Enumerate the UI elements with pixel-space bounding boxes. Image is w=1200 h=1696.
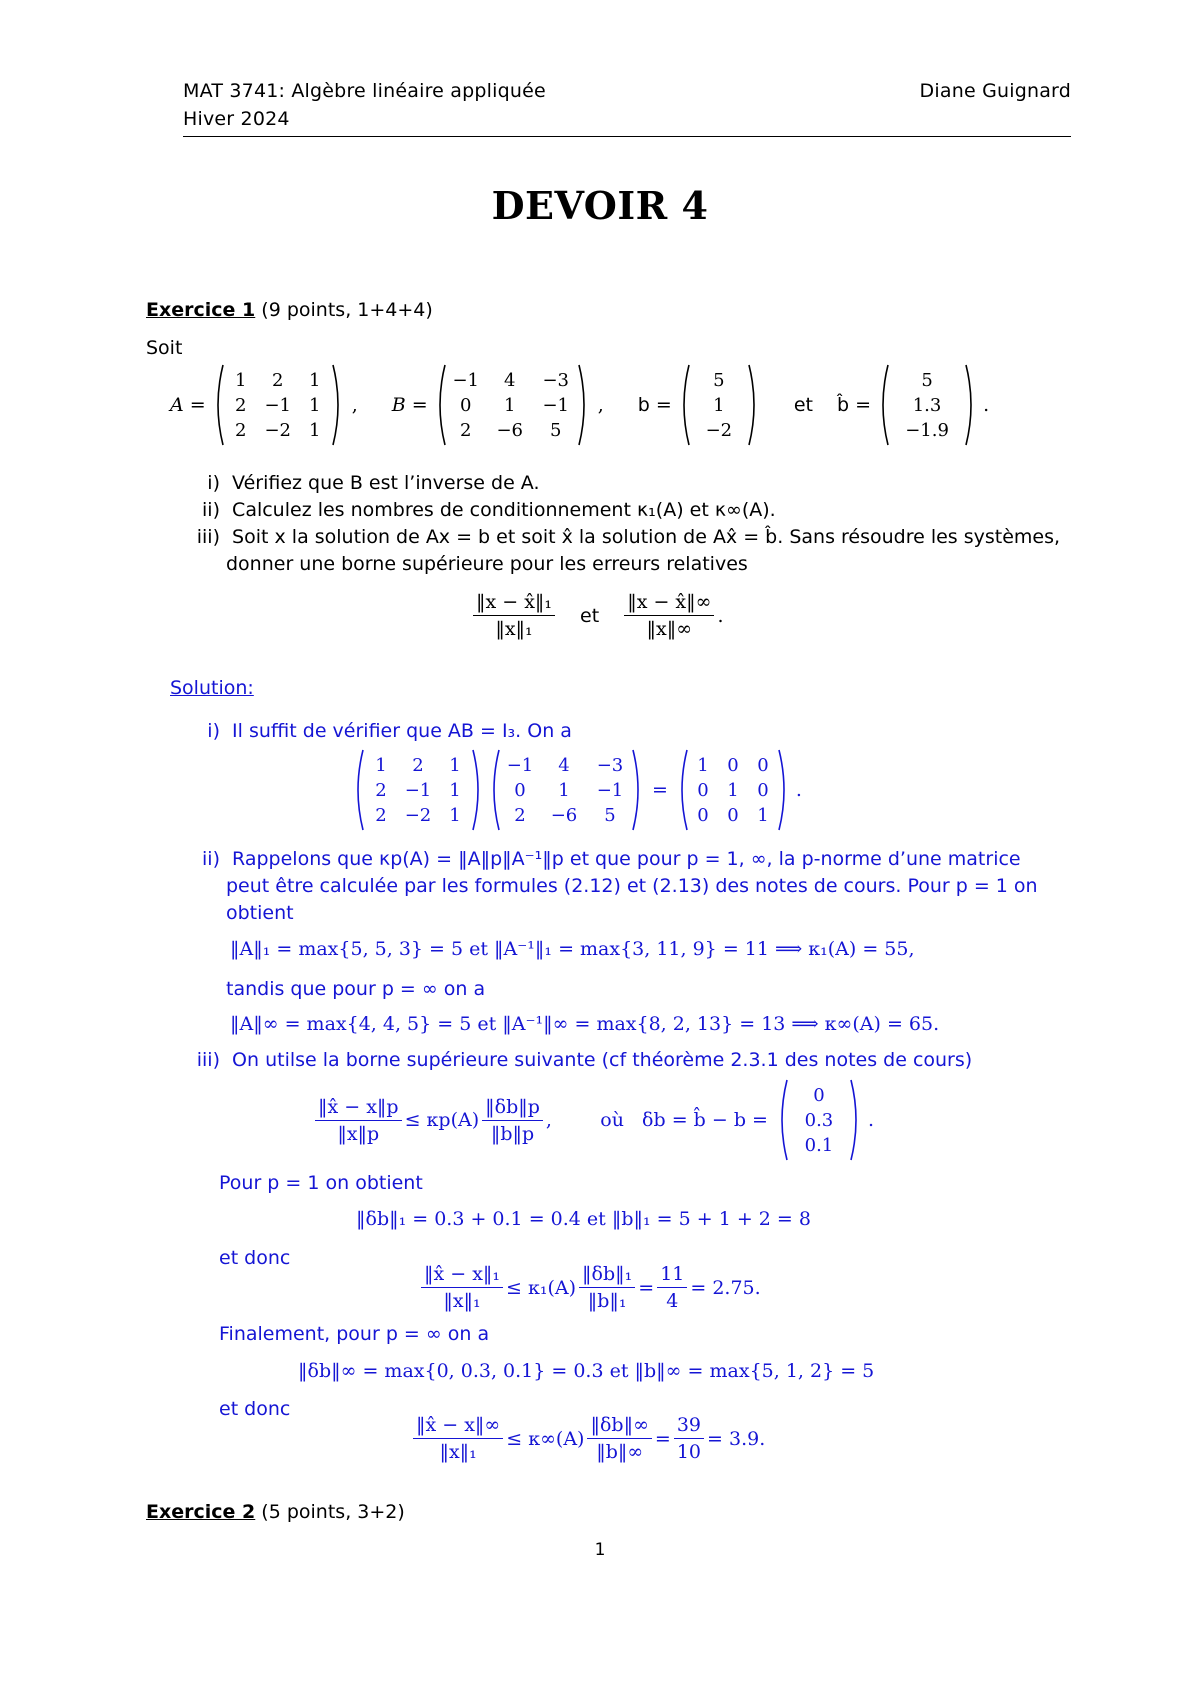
vector-bhat: [877, 364, 977, 446]
matrix-entry: 0: [757, 754, 769, 776]
matrix-entry: 2: [375, 804, 387, 826]
matrix-entry: 1: [449, 754, 461, 776]
solution-3: iii) On utilse la borne supérieure suivante (cf théorème 2.3.1 des notes de cours): [196, 1049, 973, 1071]
solution-2-line2: peut être calculée par les formules (2.12) et (2.13) des notes de cours. Pour p = 1 on: [226, 875, 1038, 897]
matrix-entry: 1: [504, 394, 516, 416]
matrix-entry: −3: [596, 754, 624, 776]
question-2: ii) Calculez les nombres de conditionnement κ₁(A) et κ∞(A).: [202, 499, 776, 521]
delta-b-norm-1: ‖δb‖₁ = 0.3 + 0.1 = 0.4 et ‖b‖₁ = 5 + 1 + 2 = 8: [356, 1208, 811, 1230]
finalement: Finalement, pour p = ∞ on a: [219, 1323, 490, 1345]
delta-b-vector: [776, 1079, 862, 1161]
matrix-entry: 4: [558, 754, 570, 776]
matrix-entry: 1: [727, 779, 739, 801]
matrix-entry: 1: [375, 754, 387, 776]
matrix-entry: −2: [705, 419, 733, 441]
question-3-cont: donner une borne supérieure pour les erreurs relatives: [226, 553, 748, 575]
matrix-entry: 0.3: [804, 1109, 834, 1131]
result-p1: $\frac{\text{‖x̂ − x‖₁}}{\text{‖x‖₁}}$ ≤ κ₁(A) $\frac{\text{‖δb‖₁}}{\text{‖b‖₁}}$ = $\frac{11}{4}$ = 2.75.: [418, 1262, 761, 1313]
exercise-1-heading: [146, 297, 433, 324]
solution-2-line3: obtient: [226, 902, 294, 924]
pour-p1: Pour p = 1 on obtient: [219, 1172, 423, 1194]
matrices-row: A = 1 2 1 2 −1 1 2 −2 1 , B = −1 4 −3 0 1 −1 2 −6 5 , b = 5 1 −2 et b̂ = 5 1.3 −1.9 .: [170, 363, 989, 447]
matrix-entry: −1: [506, 754, 534, 776]
exercise-1-label: Exercice 1: [146, 299, 256, 321]
matrix-entry: 0: [727, 754, 739, 776]
term: Hiver 2024: [183, 108, 290, 130]
matrix-entry: −6: [496, 419, 524, 441]
matrix-entry: 4: [504, 369, 516, 391]
et-donc-1: et donc: [219, 1247, 291, 1269]
norm-1-equation: ‖A‖₁ = max{5, 5, 3} = 5 et ‖A⁻¹‖₁ = max{3, 11, 9} = 11 ⟹ κ₁(A) = 55,: [230, 938, 915, 960]
matrix-entry: −1: [542, 394, 570, 416]
matrix-entry: −2: [404, 804, 432, 826]
solution-label: Solution:: [170, 677, 254, 699]
matrix-entry: 0: [757, 779, 769, 801]
matrix-entry: −3: [542, 369, 570, 391]
product-matrix-B: [488, 749, 644, 831]
product-row: 1 2 1 2 −1 1 2 −2 1 −1 4 −3 0 1 −1 2 −6 5 = 1 0 0 0 1 0 0 0 1 .: [352, 748, 802, 832]
matrix-entry: 0: [514, 779, 526, 801]
matrix-entry: 0: [813, 1084, 825, 1106]
matrix-entry: −1: [596, 779, 624, 801]
matrix-entry: −1.9: [905, 419, 949, 441]
matrix-entry: 1: [449, 804, 461, 826]
matrix-entry: −1: [452, 369, 480, 391]
matrix-entry: 2: [412, 754, 424, 776]
matrix-entry: 1: [309, 369, 321, 391]
matrix-entry: 5: [921, 369, 933, 391]
matrix-entry: 5: [604, 804, 616, 826]
matrix-entry: 1: [309, 394, 321, 416]
matrix-entry: 0: [697, 779, 709, 801]
matrix-entry: 1: [558, 779, 570, 801]
matrix-entry: −2: [264, 419, 291, 441]
matrix-entry: 0: [460, 394, 472, 416]
result-pinf: $\frac{‖x̂ - x‖\infty}{\text{‖x‖₁}}$ ≤ κ∞(A) $\frac{‖\delta b‖\infty}{‖b‖\infty}$ = $\frac{39}{10}$ = 3.9.: [410, 1413, 765, 1464]
product-matrix-A: [352, 749, 484, 831]
exercise-2-heading: [146, 1499, 405, 1526]
matrix-entry: 2: [235, 394, 247, 416]
page-number: 1: [594, 1540, 606, 1560]
matrix-entry: 2: [235, 419, 247, 441]
matrix-entry: 1: [449, 779, 461, 801]
matrix-entry: 1.3: [912, 394, 942, 416]
bound-row: $\frac{‖x̂ - x‖p}{‖x‖p}$ ≤ κp(A) $\frac{‖\delta b‖p}{‖b‖p}$ , où δb = b̂ − b = 0 0.3 0.1 .: [312, 1078, 874, 1162]
matrix-entry: 0: [727, 804, 739, 826]
matrix-entry: 1: [757, 804, 769, 826]
matrix-entry: 2: [272, 369, 284, 391]
exercise-2-points: (5 points, 3+2): [261, 1501, 405, 1523]
matrix-A: [212, 364, 344, 446]
exercise-2-label: Exercice 2: [146, 1501, 256, 1523]
solution-2: ii) Rappelons que κp(A) = ‖A‖p‖A⁻¹‖p et que pour p = 1, ∞, la p-norme d’une matrice: [202, 848, 1021, 870]
matrix-B: [434, 364, 590, 446]
matrix-entry: 5: [550, 419, 562, 441]
matrix-entry: 1: [235, 369, 247, 391]
page-title: DEVOIR 4: [491, 183, 709, 228]
norm-inf-equation: ‖A‖∞ = max{4, 4, 5} = 5 et ‖A⁻¹‖∞ = max{8, 2, 13} = 13 ⟹ κ∞(A) = 65.: [230, 1013, 940, 1035]
matrix-entry: 0: [697, 804, 709, 826]
matrix-entry: 2: [375, 779, 387, 801]
identity-matrix: [676, 749, 790, 831]
matrix-entry: −6: [550, 804, 578, 826]
matrix-entry: 2: [514, 804, 526, 826]
solution-1: i) Il suffit de vérifier que AB = I₃. On a: [207, 720, 572, 742]
matrix-entry: 2: [460, 419, 472, 441]
et-donc-2: et donc: [219, 1398, 291, 1420]
matrix-entry: −1: [404, 779, 432, 801]
matrix-entry: 0.1: [804, 1134, 834, 1156]
matrix-entry: −1: [264, 394, 291, 416]
relative-errors: $\frac{\text{‖x − x̂‖₁}}{\text{‖x‖₁}}$ et $\frac{‖x - x̂‖\infty}{‖x‖\infty}$ .: [470, 590, 724, 641]
question-3: iii) Soit x la solution de Ax = b et soit x̂ la solution de Ax̂ = b̂. Sans résoudre les systèmes,: [196, 526, 1061, 548]
matrix-entry: 5: [713, 369, 725, 391]
exercise-1-points: (9 points, 1+4+4): [261, 299, 433, 321]
soit-text: Soit: [146, 337, 183, 359]
tandis-text: tandis que pour p = ∞ on a: [226, 978, 486, 1000]
matrix-entry: 1: [309, 419, 321, 441]
author: Diane Guignard: [919, 80, 1071, 102]
matrix-entry: 1: [713, 394, 725, 416]
course-title: MAT 3741: Algèbre linéaire appliquée: [183, 80, 546, 102]
question-1: i) Vérifiez que B est l’inverse de A.: [207, 472, 540, 494]
header-rule: [183, 136, 1071, 137]
delta-b-norm-inf: ‖δb‖∞ = max{0, 0.3, 0.1} = 0.3 et ‖b‖∞ = max{5, 1, 2} = 5: [298, 1360, 875, 1382]
vector-b: [678, 364, 760, 446]
matrix-entry: 1: [697, 754, 709, 776]
